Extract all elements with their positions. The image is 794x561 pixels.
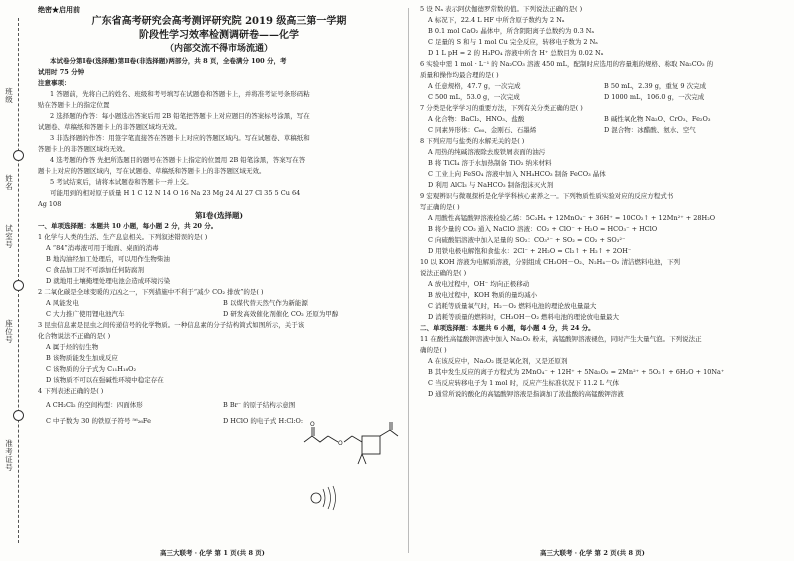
exam-title: 广东省高考研究会高考测评研究院 2019 级高三第一学期 — [91, 16, 347, 27]
q3-option-c: C 该物质的分子式为 C₁₁H₁₈O₂ — [46, 365, 137, 373]
intro-line: 4 选考题的作答 先把所选题目的题号在答题卡上指定的位置用 2B 铅笔涂黑，答案写在答 — [50, 156, 306, 164]
q2-option-c: C 大力推广使用锂电池汽车 — [46, 310, 125, 318]
question-9-stem: 写正确的是( ) — [420, 203, 460, 211]
exam-subtitle: 阶段性学习效率检测调研卷——化学 — [139, 30, 299, 41]
q1-option-c: C 食品加工时不可添加任何防腐剂 — [46, 266, 145, 274]
question-6-stem: 质量和操作均最合理的是( ) — [420, 71, 499, 79]
q9-option-c: C 向硫酸铝溶液中加入足量的 SO₂：CO₃²⁻ + SO₂ = CO₂ + SO₃²⁻ — [428, 236, 626, 244]
left-page — [38, 4, 400, 429]
binding-label-room: 试室号 — [5, 224, 13, 249]
question-4-stem: 4 下列表述正确的是( ) — [38, 387, 104, 395]
binding-label-ticket: 准考证号 — [5, 439, 13, 472]
q10-option-b: B 放电过程中，KOH 物质的量均减小 — [428, 291, 538, 299]
question-3-stem: 化合物说法不正确的是( ) — [38, 332, 111, 340]
q5-option-b: B 0.1 mol CaO₂ 晶体中，所含阴阳离子总数约为 0.3 Nₐ — [428, 27, 594, 35]
section-title: 第Ⅰ卷(选择题) — [194, 211, 244, 220]
q4-option-d: D HClO 的电子式 H:Cl:O: — [223, 417, 304, 425]
q6-option-a: A 任意规格，47.7 g，一次完成 — [428, 82, 521, 90]
binding-label-seat: 座位号 — [5, 319, 13, 344]
page-divider — [408, 8, 409, 553]
q1-option-b: B 地沟油经加工处理后，可以用作生物柴油 — [46, 255, 170, 263]
q10-option-c: C 消耗等质量氧气时，H₂－O₂ 燃料电池的理论放电量最大 — [428, 302, 597, 310]
q8-option-c: C 工业上向 FeSO₄ 溶液中加入 NH₄HCO₃ 制备 FeCO₃ 晶体 — [428, 170, 606, 178]
q9-option-b: B 将少量的 CO₂ 通入 NaClO 溶液：CO₂ + ClO⁻ + H₂O = HCO₃⁻ + HClO — [428, 225, 658, 233]
q2-option-a: A 风能发电 — [46, 299, 79, 307]
intro-line: 注意事项： — [38, 79, 71, 87]
intro-line: 答题卡上的非答题区域均无效。 — [38, 145, 129, 153]
question-8-stem: 8 下列应用与盐类的水解无关的是( ) — [420, 137, 525, 145]
q2-option-b: B 以煤代替天然气作为新能源 — [223, 299, 308, 307]
q8-option-d: D 利用 AlCl₃ 与 NaHCO₃ 制备泡沫灭火剂 — [428, 181, 554, 189]
svg-text:O: O — [310, 421, 315, 428]
q1-option-a: A “84”消毒液可用于地面、桌面的消毒 — [46, 244, 159, 252]
question-3-stem: 3 昆虫信息素是昆虫之间传递信号的化学物质。一种信息素的分子结构简式如图所示，关于该 — [38, 321, 305, 329]
q3-option-b: B 该物质能发生加成反应 — [46, 354, 118, 362]
pheromone-structure-diagram — [300, 420, 408, 470]
binding-hole — [13, 410, 24, 421]
intro-line: 1 答题前，先将自己的姓名、班级和考号填写在试题卷和答题卡上，并将准考证号条形码粘 — [50, 90, 310, 98]
q7-option-a: A 化合物：BaCl₂、HNO₃、盐酸 — [428, 115, 525, 123]
right-page — [420, 4, 780, 400]
q7-option-d: D 混合物：冰醋酸、氨水、空气 — [604, 126, 696, 134]
q4-option-a: A CH₂Cl₂ 的空间构型：四面体形 — [46, 401, 143, 409]
q8-option-b: B 将 TiCl₄ 溶于水加热制备 TiO₂ 纳米材料 — [428, 159, 552, 167]
question-9-stem: 9 宏观辨识与微观探析是化学学科核心素养之一。下列物质性质实验对应的反应方程式书 — [420, 192, 674, 200]
binding-label-class: 班级 — [5, 87, 13, 104]
binding-hole — [13, 280, 24, 291]
q4-option-b: B Br⁻ 的原子结构示意图 — [223, 401, 296, 409]
q9-option-d: D 用铁电极电解饱和食盐水：2Cl⁻ + 2H₂O = Cl₂↑ + H₂↑ + 2OH⁻ — [428, 247, 632, 255]
right-page-footer: 高三大联考 · 化学 第 2 页(共 8 页) — [540, 549, 645, 557]
q5-option-d: D 1 L pH = 2 的 H₃PO₄ 溶液中所含 H⁺ 总数目为 0.02 Nₐ — [428, 49, 604, 57]
question-11-stem: 确的是( ) — [420, 346, 447, 354]
exam-note: （内部交流不得市场流通） — [164, 44, 273, 54]
q3-option-a: A 属于烃的衍生物 — [46, 343, 99, 351]
bromide-atomic-structure-icon — [308, 483, 338, 513]
q9-option-a: A 用酸性高锰酸钾溶液检验乙烯：5C₂H₄ + 12MnO₄⁻ + 36H⁺ = 10CO₂↑ + 12Mn²⁺ + 28H₂O — [428, 214, 716, 222]
q11-option-c: C 当反应转移电子为 1 mol 时，反应产生标准状况下 11.2 L 气体 — [428, 379, 620, 387]
q10-option-a: A 放电过程中，OH⁻ 均向正极移动 — [428, 280, 530, 288]
intro-line: 5 考试结束后，请将本试题卷和答题卡一并上交。 — [50, 178, 193, 186]
q1-option-d: D 就地用土壤掩埋处理电池会造成环境污染 — [46, 277, 171, 285]
q6-option-c: C 500 mL，53.0 g，一次完成 — [428, 93, 520, 101]
q7-option-b: B 碱性氧化物 Na₂O、CrO₃、Fe₂O₃ — [604, 115, 711, 123]
part-heading: 二、单项选择题：本题共 6 小题，每小题 4 分，共 24 分。 — [420, 324, 595, 332]
question-2-stem: 2 二氧化碳是全球变暖的元凶之一，下列措施中不利于“减少 CO₂ 排放”的是( ) — [38, 288, 264, 296]
q5-option-c: C 足量的 S 和与 1 mol Cu 完全反应，转移电子数为 2 Nₐ — [428, 38, 598, 46]
q10-option-d: D 消耗等质量的燃料时，CH₃OH－O₂ 燃料电池的理论放电量最大 — [428, 313, 620, 321]
q11-option-d: D 通常所说的酸化的高锰酸钾溶液是指滴加了浓盐酸的高锰酸钾溶液 — [428, 390, 624, 398]
q6-option-d: D 1000 mL，106.0 g，一次完成 — [604, 93, 705, 101]
question-5-stem: 5 设 Nₐ 表示阿伏伽德罗常数的值。下列说法正确的是( ) — [420, 5, 583, 13]
binding-margin — [0, 0, 32, 561]
q8-option-a: A 用热的纯碱溶液除去废铁屑表面的油污 — [428, 148, 546, 156]
atomic-mass-line: Ag 108 — [38, 200, 62, 208]
question-10-stem: 说法正确的是( ) — [420, 269, 467, 277]
intro-line: 试用时 75 分钟 — [38, 68, 85, 76]
question-6-stem: 6 实验中需 1 mol · L⁻¹ 的 Na₂CO₃ 溶液 450 mL，配制时应选用的容量瓶的规格、称取 Na₂CO₃ 的 — [420, 60, 714, 68]
q4-option-c: C 中子数为 30 的铁原子符号 ⁵⁶₂₆Fe — [46, 417, 151, 425]
binding-label-name: 姓名 — [5, 174, 13, 191]
q7-option-c: C 同素异形体：C₆₀、金刚石、石墨烯 — [428, 126, 537, 134]
question-1-stem: 1 化学与人类的生活、生产息息相关。下列叙述错误的是( ) — [38, 233, 208, 241]
intro-line: 本试卷分第Ⅰ卷(选择题)第Ⅱ卷(非选择题)两部分，共 8 页，全卷满分 100 分，考 — [50, 57, 287, 65]
question-11-stem: 11 在酸性高锰酸钾溶液中加入 Na₂O₂ 粉末，高锰酸钾溶液褪色，同时产生大量气泡。下列说法正 — [420, 335, 702, 343]
intro-line: 贴在答题卡上的指定位置 — [38, 101, 110, 109]
secret-mark: 绝密★启用前 — [38, 5, 80, 14]
part-heading: 一、单项选择题：本题共 10 小题，每小题 2 分，共 20 分。 — [38, 222, 218, 230]
q2-option-d: D 研发高效催化剂催化 CO₂ 还原为甲醇 — [223, 310, 339, 318]
q3-option-d: D 该物质不可以在强碱性环境中稳定存在 — [46, 376, 164, 384]
q11-option-a: A 在该反应中，Na₂O₂ 既是氧化剂，又是还原剂 — [428, 357, 568, 365]
intro-line: 3 非选择题的作答：用签字笔直接答在答题卡上对应的答题区域内。写在试题卷、草稿纸和 — [50, 134, 310, 142]
intro-line: 题卡上对应的答题区域内，写在试题卷、草稿纸和答题卡上的非答题区域无效。 — [38, 167, 266, 175]
left-page-footer: 高三大联考 · 化学 第 1 页(共 8 页) — [160, 549, 265, 557]
binding-hole — [13, 150, 24, 161]
q6-option-b: B 50 mL，2.39 g，重复 9 次完成 — [604, 82, 707, 90]
intro-line: 2 选择题的作答：每小题选出答案后用 2B 铅笔把答题卡上对应题目的答案标号涂黑，写在 — [50, 112, 310, 120]
question-10-stem: 10 以 KOH 溶液为电解质溶液，分别组成 CH₃OH－O₂、N₂H₄－O₂ 清洁燃料电池，下列 — [420, 258, 680, 266]
q11-option-b: B 其中发生反应的离子方程式为 2MnO₄⁻ + 12H⁺ + 5Na₂O₂ = 2Mn²⁺ + 5O₂↑ + 6H₂O + 10Na⁺ — [428, 368, 725, 376]
intro-line: 试题卷、草稿纸和答题卡上的非答题区域均无效。 — [38, 123, 181, 131]
atomic-mass-line: 可能用到的相对原子质量 H 1 C 12 N 14 O 16 Na 23 Mg 24 Al 27 Cl 35 5 Cu 64 — [50, 189, 301, 197]
svg-text:O: O — [338, 440, 343, 447]
q5-option-a: A 标况下，22.4 L HF 中所含原子数约为 2 Nₐ — [428, 16, 565, 24]
question-7-stem: 7 分类是化学学习的重要方法，下列有关分类正确的是( ) — [420, 104, 583, 112]
